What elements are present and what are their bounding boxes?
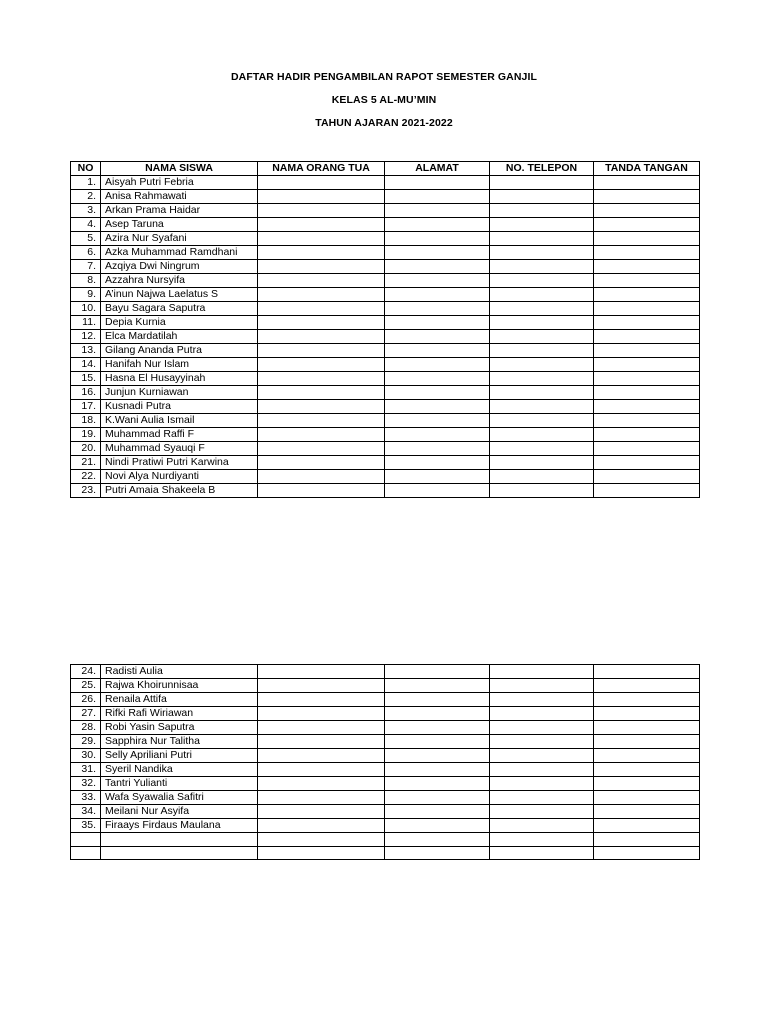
student-name-cell: Asep Taruna bbox=[101, 218, 258, 232]
phone-cell bbox=[490, 442, 594, 456]
header-address: ALAMAT bbox=[385, 162, 490, 176]
table-row bbox=[71, 749, 700, 763]
phone-cell bbox=[490, 302, 594, 316]
phone-cell bbox=[490, 791, 594, 805]
parent-name-cell bbox=[258, 190, 385, 204]
signature-cell bbox=[594, 176, 700, 190]
phone-cell bbox=[490, 470, 594, 484]
signature-cell bbox=[594, 735, 700, 749]
parent-name-cell bbox=[258, 330, 385, 344]
table-row bbox=[71, 204, 700, 218]
table-row bbox=[71, 386, 700, 400]
phone-cell bbox=[490, 330, 594, 344]
parent-name-cell bbox=[258, 288, 385, 302]
student-name-cell: Tantri Yulianti bbox=[101, 777, 258, 791]
table-row bbox=[71, 819, 700, 833]
address-cell bbox=[385, 763, 490, 777]
parent-name-cell bbox=[258, 218, 385, 232]
address-cell bbox=[385, 721, 490, 735]
address-cell bbox=[385, 735, 490, 749]
student-name-cell: Robi Yasin Saputra bbox=[101, 721, 258, 735]
row-number: 27. bbox=[71, 707, 101, 721]
row-number: 12. bbox=[71, 330, 101, 344]
address-cell bbox=[385, 204, 490, 218]
table-row bbox=[71, 330, 700, 344]
signature-cell bbox=[594, 386, 700, 400]
address-cell bbox=[385, 302, 490, 316]
parent-name-cell bbox=[258, 386, 385, 400]
row-number: 3. bbox=[71, 204, 101, 218]
parent-name-cell bbox=[258, 232, 385, 246]
table-row bbox=[71, 665, 700, 679]
signature-cell bbox=[594, 246, 700, 260]
row-number: 32. bbox=[71, 777, 101, 791]
signature-cell bbox=[594, 358, 700, 372]
phone-cell bbox=[490, 665, 594, 679]
table-row bbox=[71, 693, 700, 707]
table-row bbox=[71, 442, 700, 456]
row-number: 30. bbox=[71, 749, 101, 763]
row-number: 14. bbox=[71, 358, 101, 372]
row-number: 9. bbox=[71, 288, 101, 302]
table-row bbox=[71, 302, 700, 316]
row-number: 15. bbox=[71, 372, 101, 386]
signature-cell bbox=[594, 456, 700, 470]
signature-cell bbox=[594, 316, 700, 330]
row-number: 13. bbox=[71, 344, 101, 358]
student-name-cell: Azqiya Dwi Ningrum bbox=[101, 260, 258, 274]
address-cell bbox=[385, 749, 490, 763]
address-cell bbox=[385, 232, 490, 246]
student-name-cell: Arkan Prama Haidar bbox=[101, 204, 258, 218]
signature-cell bbox=[594, 302, 700, 316]
signature-cell bbox=[594, 679, 700, 693]
student-name-cell: Putri Amaia Shakeela B bbox=[101, 484, 258, 498]
table-row bbox=[71, 414, 700, 428]
table-row bbox=[71, 470, 700, 484]
row-number: 18. bbox=[71, 414, 101, 428]
address-cell bbox=[385, 707, 490, 721]
row-number: 20. bbox=[71, 442, 101, 456]
student-name-cell: Firaays Firdaus Maulana bbox=[101, 819, 258, 833]
signature-cell bbox=[594, 274, 700, 288]
table-header-row bbox=[71, 162, 700, 176]
row-number: 16. bbox=[71, 386, 101, 400]
student-name-cell: Selly Apriliani Putri bbox=[101, 749, 258, 763]
student-name-cell bbox=[101, 833, 258, 847]
student-name-cell: Muhammad Syauqi F bbox=[101, 442, 258, 456]
table-row bbox=[71, 400, 700, 414]
address-cell bbox=[385, 791, 490, 805]
student-name-cell: Wafa Syawalia Safitri bbox=[101, 791, 258, 805]
address-cell bbox=[385, 805, 490, 819]
address-cell bbox=[385, 316, 490, 330]
table-row bbox=[71, 260, 700, 274]
phone-cell bbox=[490, 833, 594, 847]
student-name-cell: A’inun Najwa Laelatus S bbox=[101, 288, 258, 302]
row-number: 25. bbox=[71, 679, 101, 693]
table-row bbox=[71, 218, 700, 232]
row-number: 11. bbox=[71, 316, 101, 330]
parent-name-cell bbox=[258, 470, 385, 484]
student-name-cell: Azira Nur Syafani bbox=[101, 232, 258, 246]
row-number: 6. bbox=[71, 246, 101, 260]
row-number: 17. bbox=[71, 400, 101, 414]
phone-cell bbox=[490, 693, 594, 707]
phone-cell bbox=[490, 190, 594, 204]
student-name-cell: Gilang Ananda Putra bbox=[101, 344, 258, 358]
student-name-cell: Azzahra Nursyifa bbox=[101, 274, 258, 288]
header-signature: TANDA TANGAN bbox=[594, 162, 700, 176]
address-cell bbox=[385, 386, 490, 400]
table-row bbox=[71, 833, 700, 847]
signature-cell bbox=[594, 805, 700, 819]
signature-cell bbox=[594, 833, 700, 847]
row-number: 8. bbox=[71, 274, 101, 288]
student-name-cell: K.Wani Aulia Ismail bbox=[101, 414, 258, 428]
parent-name-cell bbox=[258, 176, 385, 190]
address-cell bbox=[385, 693, 490, 707]
attendance-table-page-2 bbox=[70, 664, 700, 860]
signature-cell bbox=[594, 218, 700, 232]
student-name-cell: Anisa Rahmawati bbox=[101, 190, 258, 204]
phone-cell bbox=[490, 819, 594, 833]
row-number: 31. bbox=[71, 763, 101, 777]
address-cell bbox=[385, 344, 490, 358]
phone-cell bbox=[490, 386, 594, 400]
phone-cell bbox=[490, 288, 594, 302]
parent-name-cell bbox=[258, 693, 385, 707]
parent-name-cell bbox=[258, 344, 385, 358]
table-row bbox=[71, 428, 700, 442]
address-cell bbox=[385, 246, 490, 260]
row-number: 29. bbox=[71, 735, 101, 749]
table-row bbox=[71, 190, 700, 204]
student-name-cell: Junjun Kurniawan bbox=[101, 386, 258, 400]
phone-cell bbox=[490, 707, 594, 721]
address-cell bbox=[385, 679, 490, 693]
signature-cell bbox=[594, 846, 700, 860]
student-name-cell: Elca Mardatilah bbox=[101, 330, 258, 344]
address-cell bbox=[385, 260, 490, 274]
student-name-cell bbox=[101, 846, 258, 860]
row-number: 10. bbox=[71, 302, 101, 316]
student-name-cell: Meilani Nur Asyifa bbox=[101, 805, 258, 819]
parent-name-cell bbox=[258, 721, 385, 735]
address-cell bbox=[385, 400, 490, 414]
row-number: 1. bbox=[71, 176, 101, 190]
address-cell bbox=[385, 274, 490, 288]
parent-name-cell bbox=[258, 665, 385, 679]
table-row bbox=[71, 484, 700, 498]
student-name-cell: Radisti Aulia bbox=[101, 665, 258, 679]
row-number: 4. bbox=[71, 218, 101, 232]
phone-cell bbox=[490, 400, 594, 414]
address-cell bbox=[385, 288, 490, 302]
signature-cell bbox=[594, 190, 700, 204]
row-number: 5. bbox=[71, 232, 101, 246]
signature-cell bbox=[594, 693, 700, 707]
parent-name-cell bbox=[258, 414, 385, 428]
phone-cell bbox=[490, 218, 594, 232]
address-cell bbox=[385, 442, 490, 456]
parent-name-cell bbox=[258, 805, 385, 819]
row-number: 34. bbox=[71, 805, 101, 819]
signature-cell bbox=[594, 707, 700, 721]
table-row bbox=[71, 344, 700, 358]
table-row bbox=[71, 316, 700, 330]
phone-cell bbox=[490, 679, 594, 693]
student-name-cell: Muhammad Raffi F bbox=[101, 428, 258, 442]
parent-name-cell bbox=[258, 372, 385, 386]
table-row bbox=[71, 358, 700, 372]
signature-cell bbox=[594, 470, 700, 484]
parent-name-cell bbox=[258, 833, 385, 847]
student-name-cell: Novi Alya Nurdiyanti bbox=[101, 470, 258, 484]
phone-cell bbox=[490, 372, 594, 386]
signature-cell bbox=[594, 288, 700, 302]
parent-name-cell bbox=[258, 204, 385, 218]
address-cell bbox=[385, 176, 490, 190]
student-name-cell: Hasna El Husayyinah bbox=[101, 372, 258, 386]
student-name-cell: Renaila Attifa bbox=[101, 693, 258, 707]
address-cell bbox=[385, 428, 490, 442]
header-phone: NO. TELEPON bbox=[490, 162, 594, 176]
table-row bbox=[71, 763, 700, 777]
row-number: 24. bbox=[71, 665, 101, 679]
signature-cell bbox=[594, 260, 700, 274]
row-number: 21. bbox=[71, 456, 101, 470]
signature-cell bbox=[594, 344, 700, 358]
phone-cell bbox=[490, 316, 594, 330]
address-cell bbox=[385, 218, 490, 232]
student-name-cell: Aisyah Putri Febria bbox=[101, 176, 258, 190]
phone-cell bbox=[490, 484, 594, 498]
parent-name-cell bbox=[258, 456, 385, 470]
signature-cell bbox=[594, 763, 700, 777]
parent-name-cell bbox=[258, 735, 385, 749]
row-number bbox=[71, 846, 101, 860]
phone-cell bbox=[490, 232, 594, 246]
row-number: 28. bbox=[71, 721, 101, 735]
parent-name-cell bbox=[258, 484, 385, 498]
student-name-cell: Hanifah Nur Islam bbox=[101, 358, 258, 372]
phone-cell bbox=[490, 344, 594, 358]
parent-name-cell bbox=[258, 679, 385, 693]
address-cell bbox=[385, 190, 490, 204]
parent-name-cell bbox=[258, 819, 385, 833]
parent-name-cell bbox=[258, 316, 385, 330]
school-year-label: TAHUN AJARAN 2021-2022 bbox=[315, 117, 453, 129]
address-cell bbox=[385, 833, 490, 847]
signature-cell bbox=[594, 400, 700, 414]
address-cell bbox=[385, 665, 490, 679]
row-number: 7. bbox=[71, 260, 101, 274]
parent-name-cell bbox=[258, 749, 385, 763]
table-row bbox=[71, 791, 700, 805]
table-row bbox=[71, 679, 700, 693]
address-cell bbox=[385, 484, 490, 498]
address-cell bbox=[385, 358, 490, 372]
phone-cell bbox=[490, 846, 594, 860]
parent-name-cell bbox=[258, 260, 385, 274]
phone-cell bbox=[490, 204, 594, 218]
row-number: 26. bbox=[71, 693, 101, 707]
phone-cell bbox=[490, 428, 594, 442]
header-parent-name: NAMA ORANG TUA bbox=[258, 162, 385, 176]
student-name-cell: Syeril Nandika bbox=[101, 763, 258, 777]
parent-name-cell bbox=[258, 358, 385, 372]
parent-name-cell bbox=[258, 777, 385, 791]
student-name-cell: Azka Muhammad Ramdhani bbox=[101, 246, 258, 260]
phone-cell bbox=[490, 805, 594, 819]
phone-cell bbox=[490, 735, 594, 749]
address-cell bbox=[385, 414, 490, 428]
phone-cell bbox=[490, 274, 594, 288]
phone-cell bbox=[490, 777, 594, 791]
student-name-cell: Rajwa Khoirunnisaa bbox=[101, 679, 258, 693]
table-row bbox=[71, 805, 700, 819]
signature-cell bbox=[594, 372, 700, 386]
table-row bbox=[71, 777, 700, 791]
address-cell bbox=[385, 846, 490, 860]
table-row bbox=[71, 176, 700, 190]
table-row bbox=[71, 456, 700, 470]
student-name-cell: Rifki Rafi Wiriawan bbox=[101, 707, 258, 721]
row-number: 23. bbox=[71, 484, 101, 498]
class-label: KELAS 5 AL-MU’MIN bbox=[331, 94, 437, 106]
address-cell bbox=[385, 456, 490, 470]
parent-name-cell bbox=[258, 302, 385, 316]
signature-cell bbox=[594, 330, 700, 344]
parent-name-cell bbox=[258, 791, 385, 805]
table-row bbox=[71, 246, 700, 260]
table-row bbox=[71, 232, 700, 246]
signature-cell bbox=[594, 232, 700, 246]
signature-cell bbox=[594, 414, 700, 428]
phone-cell bbox=[490, 414, 594, 428]
row-number: 35. bbox=[71, 819, 101, 833]
parent-name-cell bbox=[258, 442, 385, 456]
table-row bbox=[71, 707, 700, 721]
phone-cell bbox=[490, 749, 594, 763]
address-cell bbox=[385, 330, 490, 344]
signature-cell bbox=[594, 484, 700, 498]
address-cell bbox=[385, 777, 490, 791]
table-row bbox=[71, 735, 700, 749]
student-name-cell: Sapphira Nur Talitha bbox=[101, 735, 258, 749]
parent-name-cell bbox=[258, 428, 385, 442]
signature-cell bbox=[594, 749, 700, 763]
table-row bbox=[71, 288, 700, 302]
signature-cell bbox=[594, 442, 700, 456]
phone-cell bbox=[490, 260, 594, 274]
document-title: DAFTAR HADIR PENGAMBILAN RAPOT SEMESTER GANJIL bbox=[231, 71, 537, 83]
row-number: 19. bbox=[71, 428, 101, 442]
phone-cell bbox=[490, 721, 594, 735]
header-student-name: NAMA SISWA bbox=[101, 162, 258, 176]
signature-cell bbox=[594, 791, 700, 805]
parent-name-cell bbox=[258, 707, 385, 721]
phone-cell bbox=[490, 358, 594, 372]
phone-cell bbox=[490, 176, 594, 190]
signature-cell bbox=[594, 777, 700, 791]
table-row bbox=[71, 274, 700, 288]
table-row bbox=[71, 846, 700, 860]
address-cell bbox=[385, 372, 490, 386]
parent-name-cell bbox=[258, 274, 385, 288]
student-name-cell: Bayu Sagara Saputra bbox=[101, 302, 258, 316]
parent-name-cell bbox=[258, 846, 385, 860]
phone-cell bbox=[490, 246, 594, 260]
row-number: 22. bbox=[71, 470, 101, 484]
parent-name-cell bbox=[258, 400, 385, 414]
row-number bbox=[71, 833, 101, 847]
table-row bbox=[71, 372, 700, 386]
phone-cell bbox=[490, 763, 594, 777]
parent-name-cell bbox=[258, 763, 385, 777]
row-number: 33. bbox=[71, 791, 101, 805]
address-cell bbox=[385, 470, 490, 484]
student-name-cell: Kusnadi Putra bbox=[101, 400, 258, 414]
phone-cell bbox=[490, 456, 594, 470]
header-no: NO bbox=[71, 162, 101, 176]
student-name-cell: Nindi Pratiwi Putri Karwina bbox=[101, 456, 258, 470]
student-name-cell: Depia Kurnia bbox=[101, 316, 258, 330]
signature-cell bbox=[594, 665, 700, 679]
signature-cell bbox=[594, 428, 700, 442]
row-number: 2. bbox=[71, 190, 101, 204]
address-cell bbox=[385, 819, 490, 833]
attendance-table-page-1 bbox=[70, 161, 700, 498]
parent-name-cell bbox=[258, 246, 385, 260]
signature-cell bbox=[594, 819, 700, 833]
signature-cell bbox=[594, 721, 700, 735]
signature-cell bbox=[594, 204, 700, 218]
table-row bbox=[71, 721, 700, 735]
